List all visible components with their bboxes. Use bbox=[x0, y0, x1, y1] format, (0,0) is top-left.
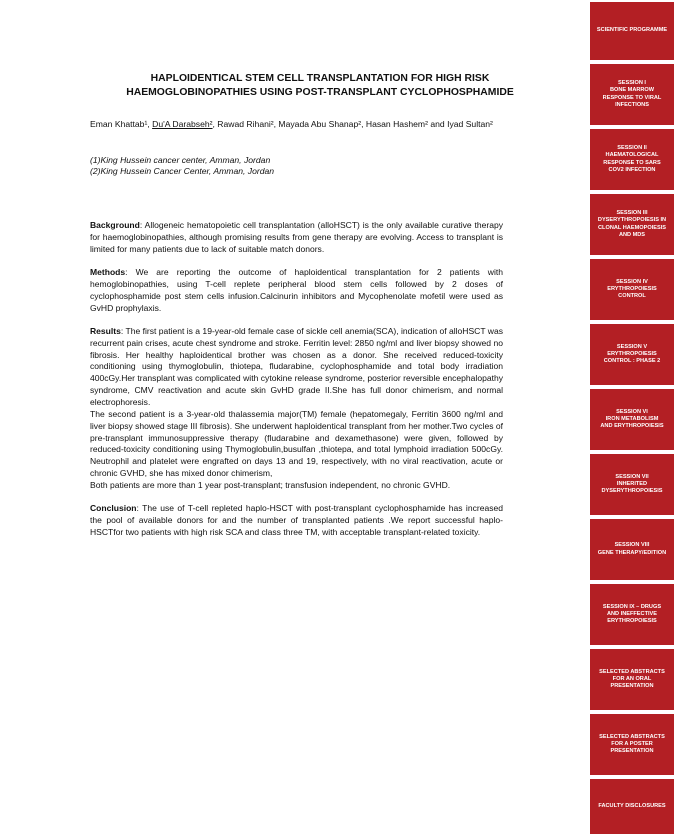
results-label: Results bbox=[90, 325, 121, 336]
sidebar-item-session-2[interactable]: SESSION II HAEMATOLOGICAL RESPONSE TO SARS COV2 INFECTION bbox=[590, 129, 674, 190]
abstract-body bbox=[90, 220, 503, 539]
methods-paragraph bbox=[90, 267, 503, 314]
affiliations bbox=[90, 155, 520, 177]
sidebar-item-session-6[interactable]: SESSION VI IRON METABOLISM AND ERYTHROPOIESIS bbox=[590, 389, 674, 450]
methods-text: : We are reporting the outcome of haploidentical transplantation for 2 patients with hemoglobinopathies, using T-cell replete peripheral blood stem cells followed by 2 doses of cyclophosphamide post stem cells infusion.Calcinurin inhibitors and Mycophenolate mofetil were used as GvHD prophylaxis. bbox=[90, 267, 503, 313]
background-text: : Allogeneic hematopoietic cell transplantation (alloHSCT) is the only available curative therapy for haemoglobinopathies, although promising results from gene therapy are evolving. Access to transplant is limited for many patients due to lack of suitable match donors. bbox=[90, 220, 503, 254]
sidebar-item-poster-abstracts[interactable]: SELECTED ABSTRACTS FOR A POSTER PRESENTATION bbox=[590, 714, 674, 775]
sidebar-item-oral-abstracts[interactable]: SELECTED ABSTRACTS FOR AN ORAL PRESENTATION bbox=[590, 649, 674, 710]
conclusion-paragraph bbox=[90, 503, 503, 539]
sidebar-item-session-5[interactable]: SESSION V ERYTHROPOIESIS CONTROL : PHASE 2 bbox=[590, 324, 674, 385]
sidebar-item-scientific-programme[interactable]: SCIENTIFIC PROGRAMME bbox=[590, 2, 674, 60]
methods-label: Methods bbox=[90, 267, 126, 278]
author-rest: , Rawad Rihani², Mayada Abu Shanap², Hasan Hashem² and Iyad Sultan² bbox=[212, 119, 493, 129]
author-list bbox=[90, 118, 520, 130]
sidebar-item-session-8[interactable]: SESSION VIII GENE THERAPY/EDITION bbox=[590, 519, 674, 580]
results-text-1: : The first patient is a 19-year-old female case of sickle cell anemia(SCA), indication of alloHSCT was recurrent pain crises, acute chest syndrome and stroke. Ferritin level: 2850 ng/ml and liver biopsy showed no fibrosis. Her healthy haploidentical brother was chosen as a donor. She received reduced-toxicity conditioning using thymoglobulin, thiotepa, fludarabine, cyclophosphamide and total body irradiation 400cGy.Her transplant was complicated with cytokine release syndrome, posterior reversible encephalopathy syndrome, CMV reactivation and acute skin GvHD grade II.She has full donor chimerism, and normal electrophoresis. bbox=[90, 325, 503, 407]
results-paragraph bbox=[90, 326, 503, 409]
sidebar-item-session-1[interactable]: SESSION I BONE MARROW RESPONSE TO VIRAL INFECTIONS bbox=[590, 64, 674, 125]
results-paragraph-2: The second patient is a 3-year-old thalassemia major(TM) female (hepatomegaly, Ferritin 3600 ng/ml and liver biopsy showed stage III fibrosis). She underwent haploidentical transplant from her mother.Two cycles of pre-transplant immunosuppressive therapy (fludarabine and dexamethasone) were given, followed by reduced-toxicity conditioning using Thymoglobulin,busulfan ,thiotepa, and total lymphoid irradiation 500cGy. Neutrophil and platelet were engrafted on days 13 and 19, respectively, with no viral reactivation, acute or chronic GVHD, she has mixed donor chimerism, bbox=[90, 408, 503, 479]
conclusion-text: : The use of T-cell repleted haplo-HSCT with post-transplant cyclophosphamide has increased the pool of available donors for and the number of transplanted patients .We report successful haplo-HSCTfor two patients with high risk SCA and class three TM, with acceptable transplant-related toxicity. bbox=[90, 503, 503, 537]
abstract-title bbox=[80, 72, 560, 100]
sidebar-item-session-4[interactable]: SESSION IV ERYTHROPOIESIS CONTROL bbox=[590, 259, 674, 320]
sidebar-item-faculty-disclosures[interactable]: FACULTY DISCLOSURES bbox=[590, 779, 674, 834]
sidebar-item-session-9[interactable]: SESSION IX – DRUGS AND INEFFECTIVE ERYTHROPOIESIS bbox=[590, 584, 674, 645]
background-paragraph bbox=[90, 220, 503, 256]
author-2-link[interactable]: Du'A Darabseh² bbox=[152, 119, 213, 129]
title-line-2: HAEMOGLOBINOPATHIES USING POST-TRANSPLANT CYCLOPHOSPHAMIDE bbox=[126, 87, 514, 98]
affiliation-2: (2)King Hussein Cancer Center, Amman, Jordan bbox=[90, 166, 275, 176]
title-line-1: HAPLOIDENTICAL STEM CELL TRANSPLANTATION FOR HIGH RISK bbox=[150, 73, 490, 84]
results-paragraph-3: Both patients are more than 1 year post-transplant; transfusion independent, no chronic GVHD. bbox=[90, 479, 451, 490]
affiliation-1: (1)King Hussein cancer center, Amman, Jordan bbox=[90, 155, 271, 165]
author-1: Eman Khattab¹, bbox=[90, 119, 153, 129]
sidebar-item-session-7[interactable]: SESSION VII INHERITED DYSERYTHROPOIESIS bbox=[590, 454, 674, 515]
session-sidebar bbox=[588, 0, 676, 836]
background-label: Background bbox=[90, 220, 140, 230]
conclusion-label: Conclusion bbox=[90, 503, 137, 514]
sidebar-item-session-3[interactable]: SESSION III DYSERYTHROPOIESIS IN CLONAL HAEMOPOIESIS AND MDS bbox=[590, 194, 674, 255]
